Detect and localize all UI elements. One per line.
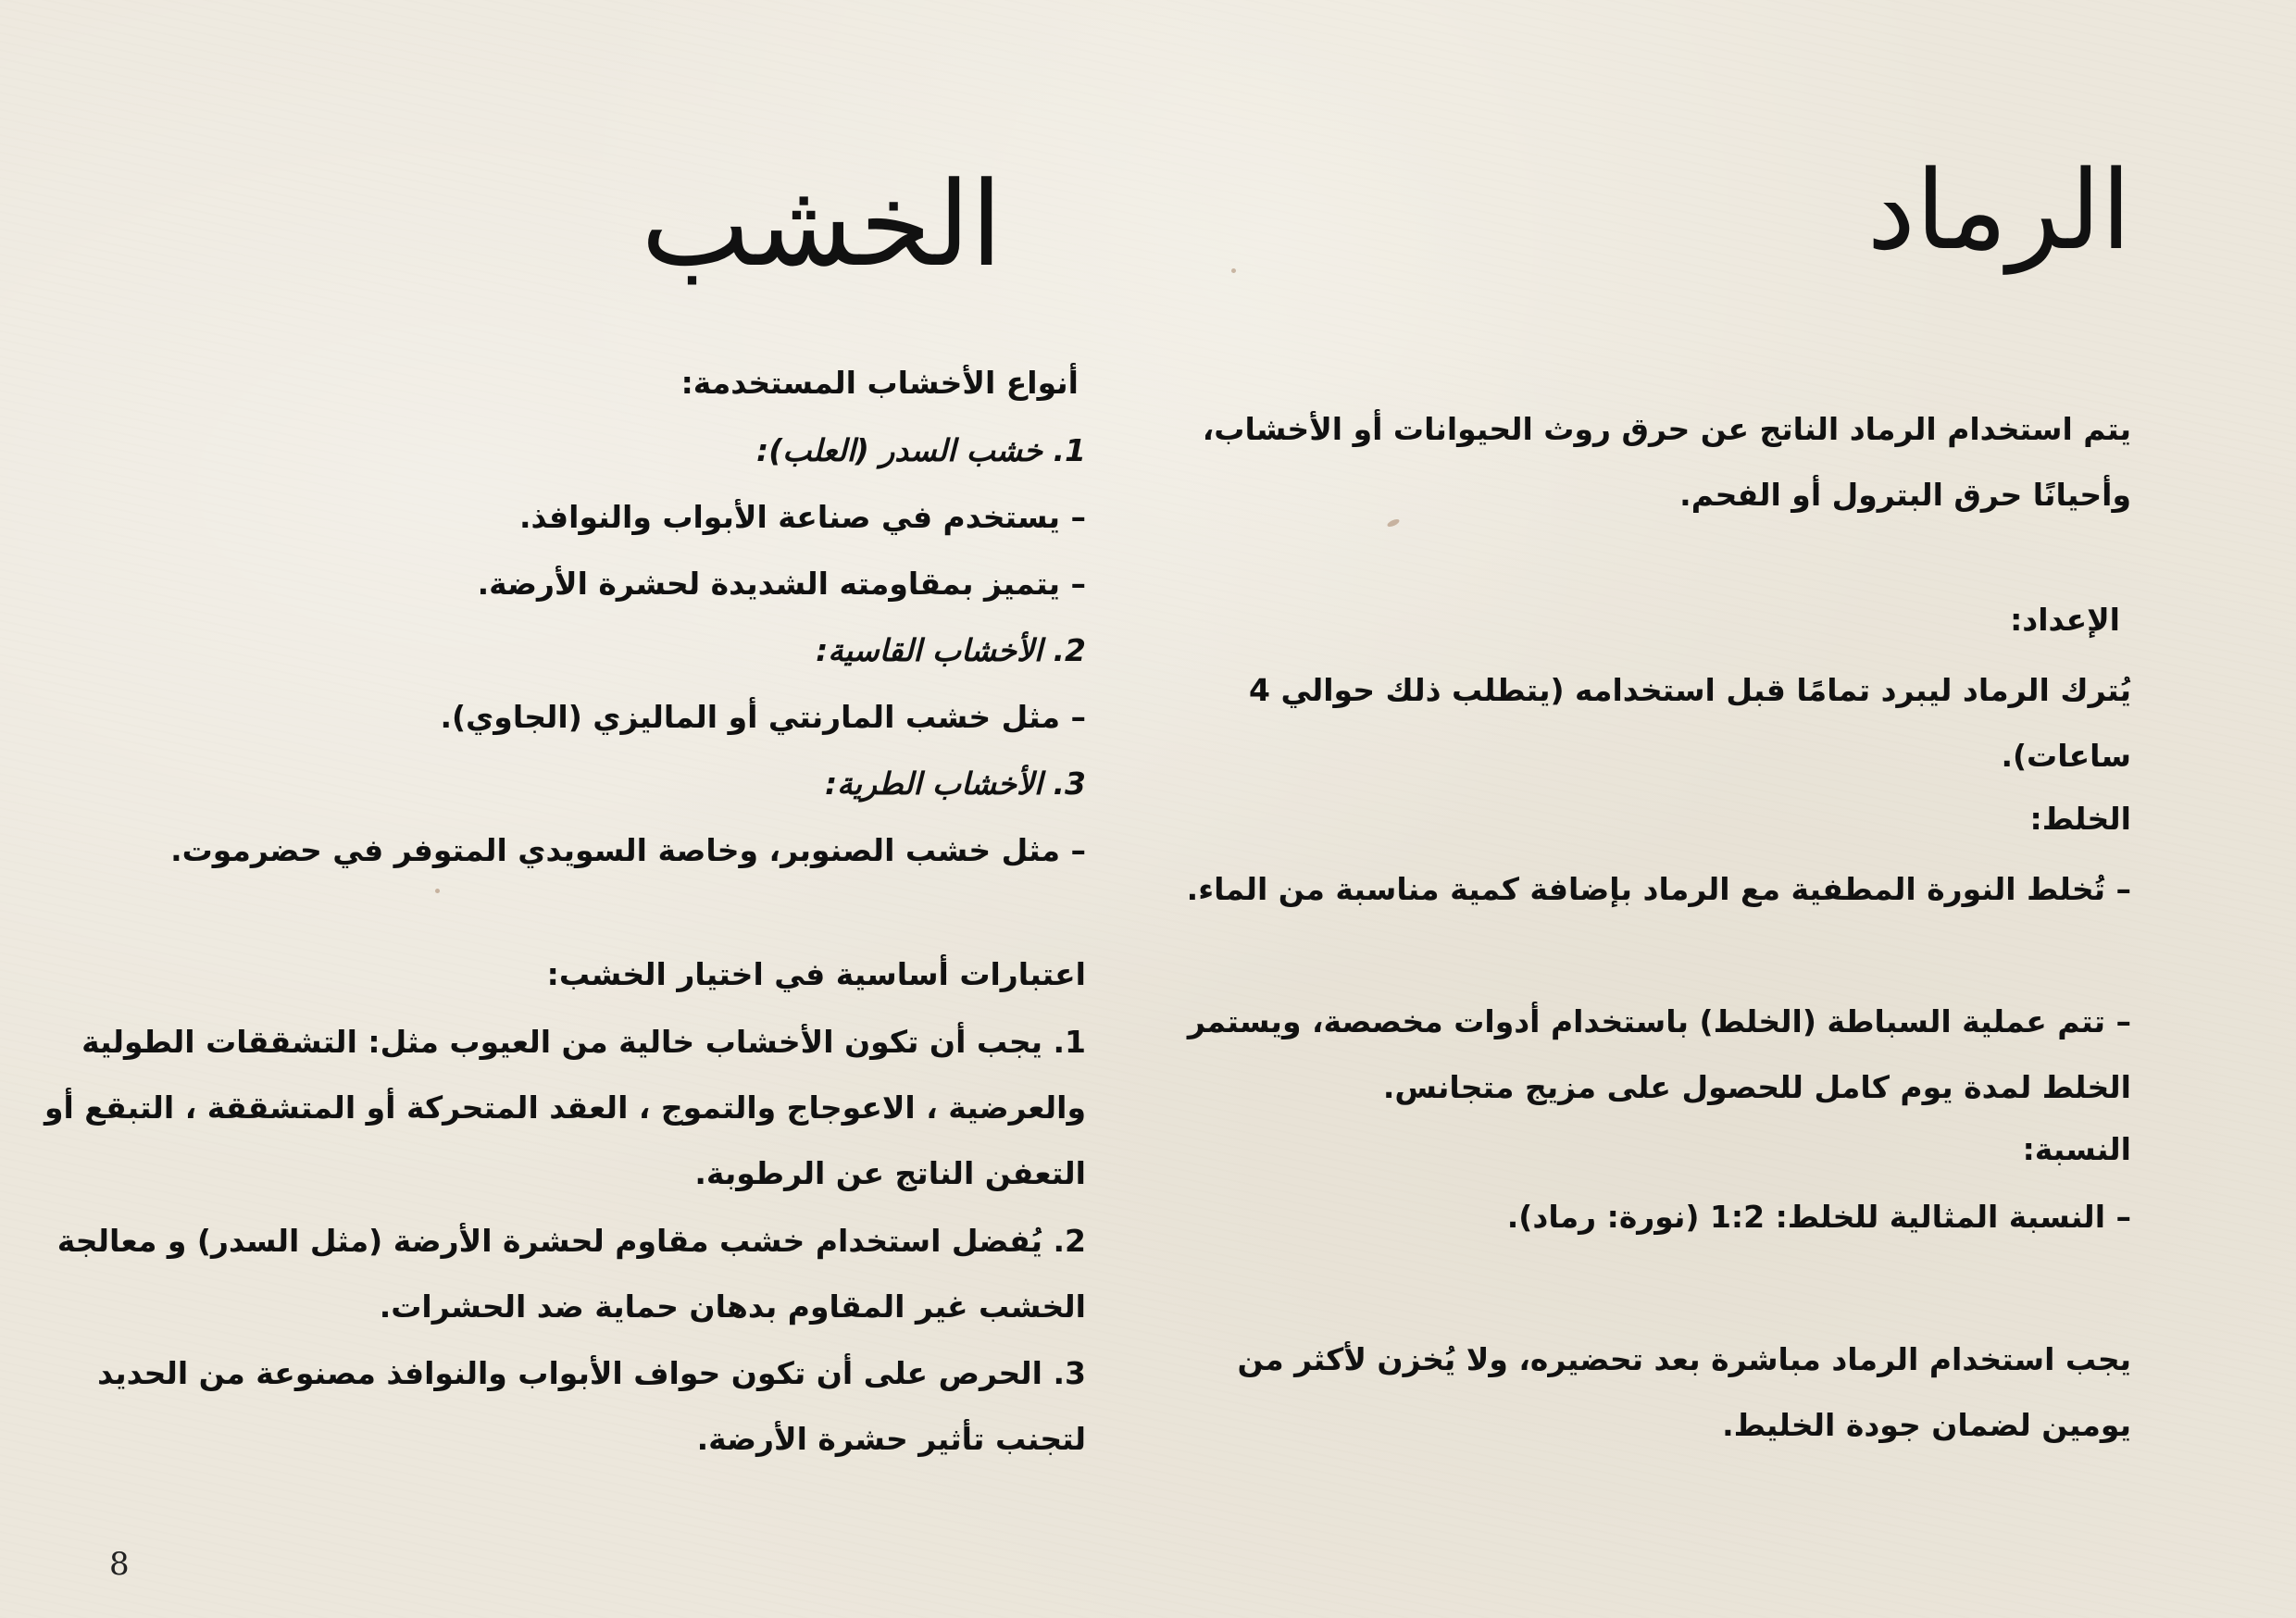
wood-consideration-1: 1. يجب أن تكون الأخشاب خالية من العيوب مثل: التشققات الطولية والعرضية ، الاعوجاج والتموج ، العقد المتحركة أو المتشققة ، التبقع أو التعفن الناتج عن الرطوبة. (44, 1024, 1086, 1191)
wood-type2: 2. الأخشاب القاسية: (816, 632, 1086, 668)
wood-consideration-3: 3. الحرص على أن تكون حواف الأبواب والنوافذ مصنوعة من الحديد لتجنب تأثير حشرة الأرضة. (97, 1355, 1086, 1457)
ash-mix-item2: – تتم عملية السباطة (الخلط) باستخدام أدوات مخصصة، ويستمر الخلط لمدة يوم كامل للحصول على مزيج متجانس. (1187, 1003, 2131, 1105)
wood-considerations-heading: اعتبارات أساسية في اختيار الخشب: (546, 956, 1086, 992)
ash-mix-heading: الخلط: (2029, 801, 2131, 837)
paper-speck (435, 889, 440, 893)
page-number: 8 (109, 1546, 130, 1583)
wood-consideration-2: 2. يُفضل استخدام خشب مقاوم لحشرة الأرضة (مثل السدر) و معالجة الخشب غير المقاوم بدهان حماية ضد الحشرات. (56, 1223, 1086, 1325)
wood-type1: 1. خشب السدر (العلب): (756, 432, 1086, 468)
ash-intro: يتم استخدام الرماد الناتج عن حرق روث الحيوانات أو الأخشاب، وأحيانًا حرق البترول أو الفحم. (1202, 411, 2131, 513)
wood-type1-a: – يستخدم في صناعة الأبواب والنوافذ. (518, 499, 1086, 535)
wood-types-heading: أنواع الأخشاب المستخدمة: (680, 365, 1079, 401)
ash-title: الرماد (1866, 146, 2131, 274)
ash-prep-text: يُترك الرماد ليبرد تمامًا قبل استخدامه (يتطلب ذلك حوالي 4 ساعات). (1249, 672, 2131, 774)
ash-ratio-item: – النسبة المثالية للخلط: 1:2 (نورة: رماد). (1506, 1199, 2131, 1235)
ash-ratio-heading: النسبة: (2022, 1131, 2131, 1167)
wood-type3: 3. الأخشاب الطرية: (824, 765, 1086, 802)
wood-type2-a: – مثل خشب المارنتي أو الماليزي (الجاوي). (440, 699, 1086, 735)
wood-type3-a: – مثل خشب الصنوبر، وخاصة السويدي المتوفر في حضرموت. (170, 832, 1086, 868)
wood-title: الخشب (641, 156, 1003, 292)
ash-mix-item1: – تُخلط النورة المطفية مع الرماد بإضافة كمية مناسبة من الماء. (1186, 871, 2131, 907)
paper-speck (1231, 268, 1236, 273)
wood-type1-b: – يتميز بمقاومته الشديدة لحشرة الأرضة. (477, 566, 1086, 602)
ash-prep-heading: الإعداد: (2010, 602, 2120, 638)
ash-warning: يجب استخدام الرماد مباشرة بعد تحضيره، ولا يُخزن لأكثر من يومين لضمان جودة الخليط. (1237, 1341, 2131, 1443)
